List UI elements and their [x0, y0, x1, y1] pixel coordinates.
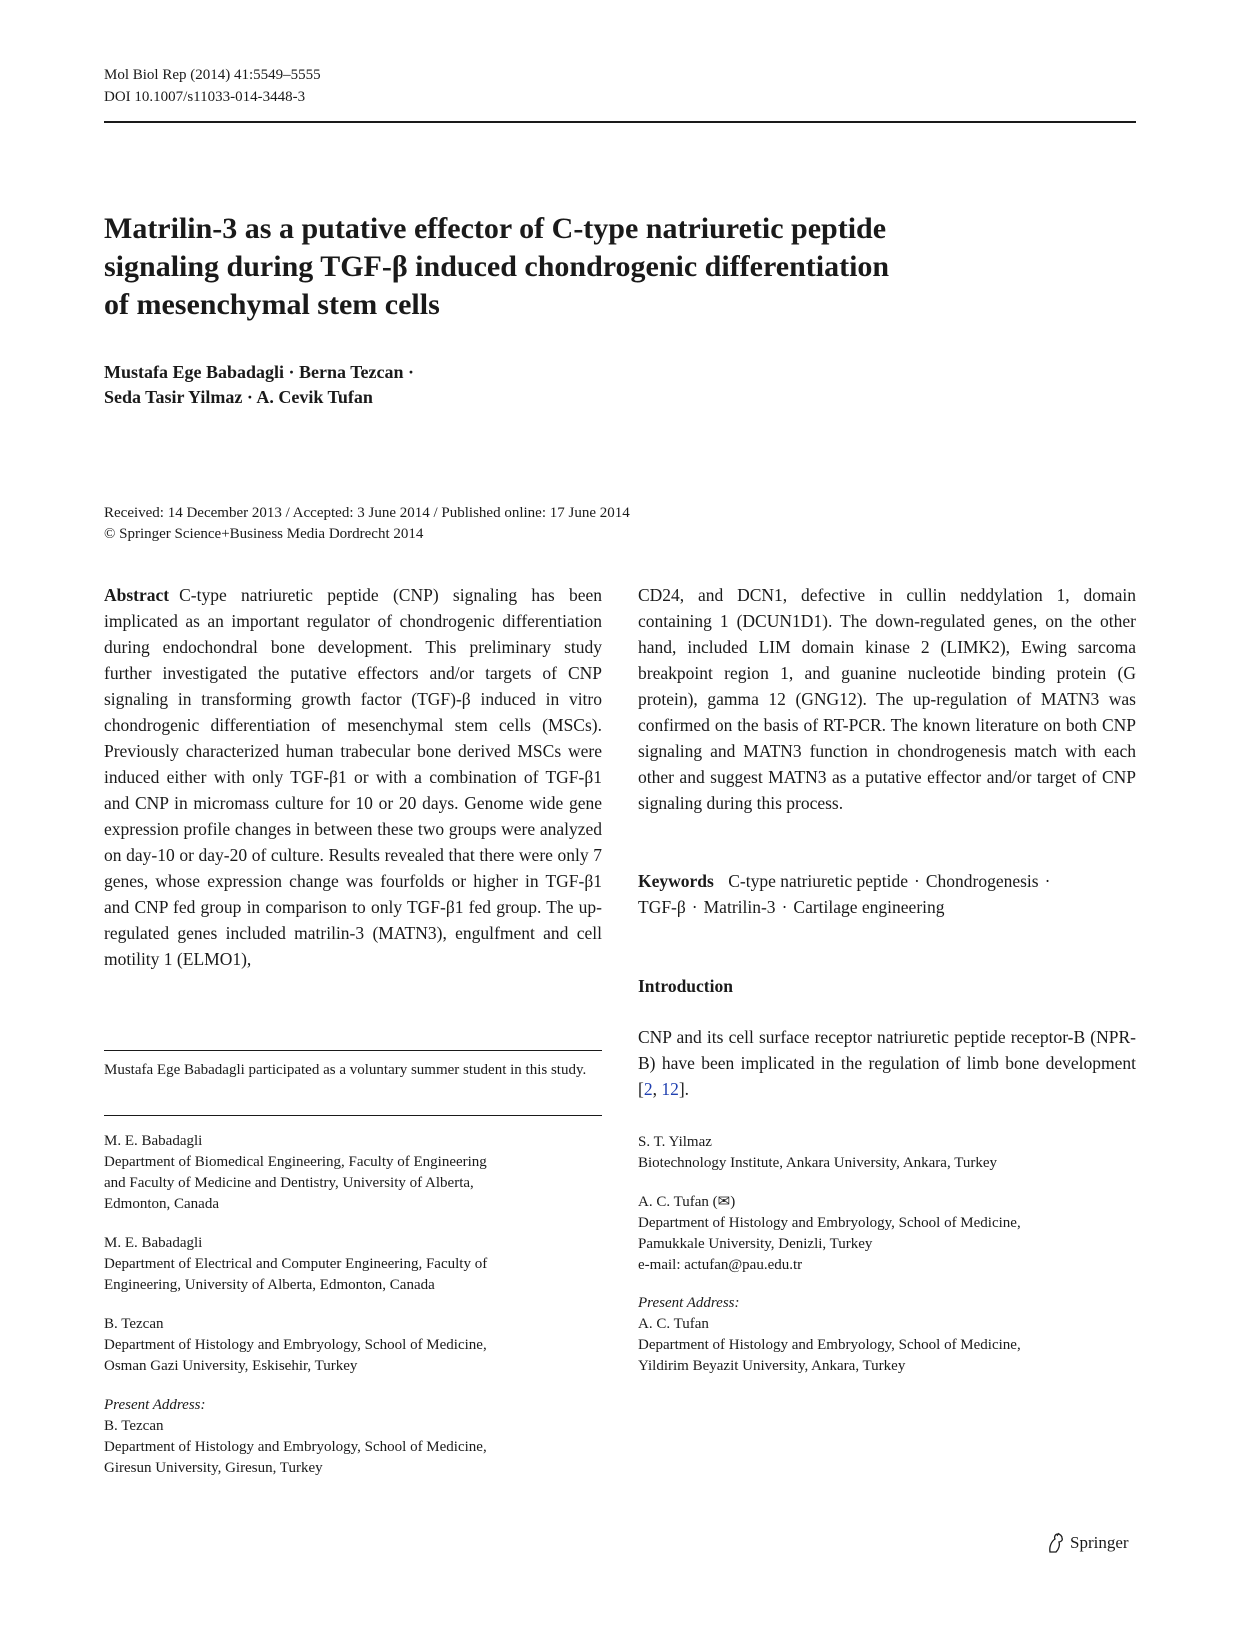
citation-link[interactable]: 12	[661, 1079, 679, 1099]
journal-citation: Mol Biol Rep (2014) 41:5549–5555	[104, 67, 321, 83]
abstract-label: Abstract	[104, 585, 170, 605]
affiliation: B. Tezcan Department of Histology and Embryology, School of Medicine, Osman Gazi University, Eskisehir, Turkey	[104, 1316, 487, 1374]
keywords-label: Keywords	[638, 871, 714, 891]
affiliation-rule	[104, 1115, 602, 1116]
abstract-right	[638, 582, 1136, 816]
keyword: TGF-β	[638, 897, 686, 917]
article-title: Matrilin-3 as a putative effector of C-type natriuretic peptide signaling during TGF-β induced chondrogenic differentiation of mesenchymal stem cells	[104, 212, 890, 321]
introduction-heading: Introduction	[638, 976, 733, 996]
keyword: Chondrogenesis	[925, 871, 1039, 891]
header-rule	[104, 121, 1136, 123]
affiliation: S. T. Yilmaz Biotechnology Institute, Ankara University, Ankara, Turkey	[638, 1134, 997, 1171]
running-header	[104, 64, 321, 108]
dates-line: Received: 14 December 2013 / Accepted: 3 June 2014 / Published online: 17 June 2014	[104, 505, 630, 521]
abstract-text-left: C-type natriuretic peptide (CNP) signaling has been implicated as an important regulator of chondrogenic differentiation during endochondral bone development. This preliminary study further investigated the putative effectors and/or targets of CNP signaling in transforming growth factor (TGF)-β induced in vitro chondrogenic differentiation of mesenchymal stem cells (MSCs). Previously characterized human trabecular bone derived MSCs were induced either with only TGF-β1 or with a combination of TGF-β1 and CNP in micromass culture for 10 or 20 days. Genome wide gene expression profile changes in between these two groups were analyzed on day-10 or day-20 of culture. Results revealed that there were only 7 genes, whose expression change was fourfolds or higher in TGF-β1 and CNP fed group in comparison to only TGF-β1 fed group. The up-regulated genes included matrilin-3 (MATN3), engulfment and cell motility 1 (ELMO1),	[104, 585, 602, 969]
affiliation: Present Address: B. Tezcan Department of Histology and Embryology, School of Medicine, Giresun University, Giresun, Turkey	[104, 1397, 487, 1476]
abstract-text-right: CD24, and DCN1, defective in cullin neddylation 1, domain containing 1 (DCUN1D1). The down-regulated genes, on the other hand, included LIM domain kinase 2 (LIMK2), Ewing sarcoma breakpoint region 1, and guanine nucleotide binding protein (G protein), gamma 12 (GNG12). The up-regulation of MATN3 was confirmed on the basis of RT-PCR. The known literature on both CNP signaling and MATN3 function in chondrogenesis match with each other and suggest MATN3 as a putative effector and/or target of CNP signaling during this process.	[638, 585, 1136, 813]
publisher-logo	[1046, 1532, 1129, 1554]
author-footnote: Mustafa Ege Babadagli participated as a voluntary summer student in this study.	[104, 1062, 587, 1078]
affiliation: M. E. Babadagli Department of Biomedical Engineering, Faculty of Engineering and Faculty of Medicine and Dentistry, University of Alberta, Edmonton, Canada	[104, 1133, 487, 1212]
publication-dates	[104, 503, 630, 545]
author-list: Mustafa Ege Babadagli · Berna Tezcan · Seda Tasir Yilmaz · A. Cevik Tufan	[104, 362, 415, 407]
abstract-left	[104, 582, 602, 972]
email[interactable]: e-mail: actufan@pau.edu.tr	[638, 1257, 803, 1273]
footnote-rule	[104, 1050, 602, 1051]
affiliation: Present Address: A. C. Tufan Department of Histology and Embryology, School of Medicine, Yildirim Beyazit University, Ankara, Turkey	[638, 1295, 1021, 1374]
publisher-name: Springer	[1070, 1533, 1129, 1552]
keyword: C-type natriuretic peptide	[728, 871, 908, 891]
affiliation: A. C. Tufan (✉) Department of Histology and Embryology, School of Medicine, Pamukkale University, Denizli, Turkey e-mail: actufan@pau.edu.tr	[638, 1192, 1021, 1276]
copyright: © Springer Science+Business Media Dordrecht 2014	[104, 526, 424, 542]
springer-horse-icon	[1046, 1532, 1066, 1554]
doi: DOI 10.1007/s11033-014-3448-3	[104, 89, 306, 105]
keyword: Matrilin-3	[703, 897, 776, 917]
affiliation: M. E. Babadagli Department of Electrical and Computer Engineering, Faculty of Engineering, University of Alberta, Edmonton, Canada	[104, 1235, 488, 1293]
keywords: Keywords C-type natriuretic peptide · Chondrogenesis · TGF-β · Matrilin-3 · Cartilage engineering	[638, 871, 1051, 917]
citation-link[interactable]: 2	[643, 1079, 653, 1099]
introduction-paragraph: CNP and its cell surface receptor natriuretic peptide receptor-B (NPR-B) have been implicated in the regulation of limb bone development [2, 12].	[638, 1027, 1136, 1099]
keyword: Cartilage engineering	[793, 897, 945, 917]
mail-icon: ✉	[717, 1194, 731, 1210]
